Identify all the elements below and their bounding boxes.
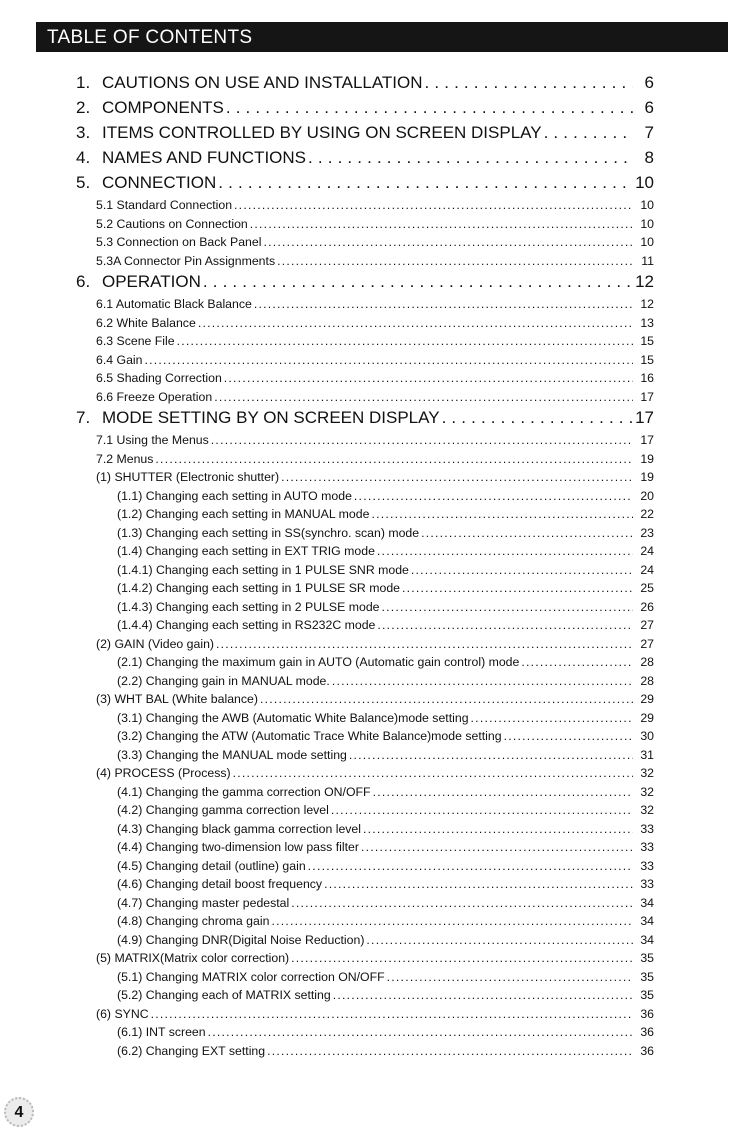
toc-entry-page: 32 bbox=[640, 803, 654, 817]
toc-entry[interactable] bbox=[76, 272, 654, 297]
toc-entry-title: (6.1) INT screen bbox=[117, 1025, 206, 1039]
toc-entry-title: (4.2) Changing gamma correction level bbox=[117, 803, 329, 817]
toc-entry[interactable] bbox=[76, 371, 654, 390]
toc-dot-leader bbox=[211, 433, 633, 447]
toc-entry[interactable] bbox=[76, 297, 654, 316]
toc-entry[interactable] bbox=[76, 1025, 654, 1044]
toc-entry-title: (3.1) Changing the AWB (Automatic White Balance)mode setting bbox=[117, 710, 469, 725]
toc-entry[interactable] bbox=[76, 98, 654, 123]
toc-entry-page: 13 bbox=[640, 315, 654, 330]
toc-entry[interactable] bbox=[76, 914, 654, 933]
toc-entry-number: 3. bbox=[76, 123, 91, 142]
toc-entry-page: 20 bbox=[640, 488, 654, 503]
toc-entry-number: 2. bbox=[76, 98, 91, 117]
toc-entry-page: 29 bbox=[640, 710, 654, 725]
toc-entry-title: (1.4) Changing each setting in EXT TRIG mode bbox=[117, 544, 375, 558]
toc-entry-page: 24 bbox=[640, 544, 654, 558]
toc-dot-leader bbox=[332, 674, 633, 688]
toc-dot-leader bbox=[263, 235, 633, 249]
toc-dot-leader bbox=[442, 408, 633, 428]
toc-entry-title: (6) SYNC bbox=[96, 1006, 149, 1021]
page-number-badge bbox=[4, 1097, 34, 1127]
toc-entry[interactable] bbox=[76, 217, 654, 236]
toc-entry-title: 6.1 Automatic Black Balance bbox=[96, 297, 252, 311]
toc-dot-leader bbox=[331, 803, 633, 817]
toc-entry[interactable] bbox=[76, 452, 654, 471]
toc-entry-number: 4. bbox=[76, 148, 91, 167]
toc-entry[interactable] bbox=[76, 729, 654, 748]
toc-entry-page: 17 bbox=[640, 389, 654, 404]
toc-entry-title: 6.2 White Balance bbox=[96, 315, 196, 330]
toc-dot-leader bbox=[281, 470, 633, 484]
toc-dot-leader bbox=[233, 766, 633, 780]
toc-dot-leader bbox=[216, 637, 633, 651]
table-of-contents bbox=[76, 73, 654, 1062]
toc-entry-page: 8 bbox=[644, 148, 654, 167]
toc-entry-title: (5.1) Changing MATRIX color correction ON/OFF bbox=[117, 969, 385, 984]
toc-entry-page: 33 bbox=[640, 840, 654, 854]
toc-entry[interactable] bbox=[76, 507, 654, 526]
toc-dot-leader bbox=[260, 692, 633, 706]
toc-entry-page: 10 bbox=[640, 198, 654, 212]
toc-entry-title: CAUTIONS ON USE AND INSTALLATION bbox=[102, 73, 423, 92]
toc-dot-leader bbox=[234, 198, 633, 212]
toc-dot-leader bbox=[224, 371, 633, 385]
toc-dot-leader bbox=[382, 600, 634, 614]
toc-dot-leader bbox=[267, 1044, 633, 1058]
toc-entry-title: (4.8) Changing chroma gain bbox=[117, 914, 270, 928]
toc-entry-title: (4.3) Changing black gamma correction level bbox=[117, 821, 362, 836]
toc-entry-title: (4) PROCESS (Process) bbox=[96, 766, 231, 780]
toc-entry[interactable] bbox=[76, 988, 654, 1007]
toc-entry-page: 10 bbox=[640, 216, 654, 231]
toc-entry-page: 22 bbox=[640, 507, 654, 521]
toc-entry[interactable] bbox=[76, 173, 654, 198]
toc-entry-page: 17 bbox=[635, 408, 654, 427]
toc-dot-leader bbox=[387, 970, 633, 984]
toc-entry[interactable] bbox=[76, 877, 654, 896]
toc-dot-leader bbox=[373, 785, 633, 799]
toc-entry-title: NAMES AND FUNCTIONS bbox=[102, 148, 307, 167]
toc-entry-title: (4.1) Changing the gamma correction ON/OFF bbox=[117, 784, 371, 799]
toc-dot-leader bbox=[250, 217, 633, 231]
toc-dot-leader bbox=[291, 951, 633, 965]
toc-entry-title: (1.1) Changing each setting in AUTO mode bbox=[117, 488, 352, 503]
toc-entry-page: 36 bbox=[640, 1006, 654, 1021]
toc-entry-page: 15 bbox=[640, 352, 654, 367]
toc-dot-leader bbox=[254, 297, 633, 311]
toc-entry-page: 35 bbox=[640, 988, 654, 1002]
toc-entry-title: (1.4.1) Changing each setting in 1 PULSE SNR mode bbox=[117, 562, 409, 577]
toc-entry-title: (1.2) Changing each setting in MANUAL mode bbox=[117, 507, 370, 521]
toc-entry-number: 6. bbox=[76, 272, 91, 291]
toc-entry-title: CONNECTION bbox=[102, 173, 217, 192]
toc-entry-title: (5.2) Changing each of MATRIX setting bbox=[117, 988, 331, 1002]
toc-entry-page: 34 bbox=[640, 914, 654, 928]
toc-entry-page: 24 bbox=[640, 562, 654, 577]
toc-entry-page: 12 bbox=[640, 297, 654, 311]
toc-dot-leader bbox=[421, 526, 633, 540]
toc-dot-leader bbox=[361, 840, 633, 854]
toc-entry-title: (1.3) Changing each setting in SS(synchro. scan) mode bbox=[117, 525, 420, 540]
toc-entry-title: 6.5 Shading Correction bbox=[96, 371, 222, 385]
toc-entry[interactable] bbox=[76, 970, 654, 989]
toc-entry[interactable] bbox=[76, 748, 654, 767]
toc-dot-leader bbox=[218, 173, 632, 193]
toc-entry-page: 19 bbox=[640, 470, 654, 484]
toc-dot-leader bbox=[177, 334, 633, 348]
toc-dot-leader bbox=[425, 73, 633, 93]
toc-entry[interactable] bbox=[76, 674, 654, 693]
toc-dot-leader bbox=[308, 859, 633, 873]
toc-entry[interactable] bbox=[76, 951, 654, 970]
toc-entry-page: 6 bbox=[644, 98, 654, 117]
toc-entry-title: (5) MATRIX(Matrix color correction) bbox=[96, 951, 290, 965]
toc-entry-page: 35 bbox=[640, 969, 654, 984]
toc-entry-title: 5.1 Standard Connection bbox=[96, 198, 233, 212]
toc-entry-page: 36 bbox=[640, 1025, 654, 1039]
toc-entry-page: 33 bbox=[640, 877, 654, 891]
toc-entry-title: (3.2) Changing the ATW (Automatic Trace White Balance)mode setting bbox=[117, 729, 502, 743]
toc-entry-page: 29 bbox=[640, 692, 654, 706]
toc-entry[interactable] bbox=[76, 390, 654, 409]
toc-entry[interactable] bbox=[76, 433, 654, 452]
toc-header-bar bbox=[36, 22, 728, 52]
toc-dot-leader bbox=[363, 822, 633, 836]
toc-dot-leader bbox=[521, 655, 633, 669]
toc-entry[interactable] bbox=[76, 544, 654, 563]
toc-entry-title: 7.1 Using the Menus bbox=[96, 433, 209, 447]
toc-entry-page: 28 bbox=[640, 655, 654, 669]
toc-entry[interactable] bbox=[76, 692, 654, 711]
toc-entry-title: (2.1) Changing the maximum gain in AUTO (Automatic gain control) mode bbox=[117, 655, 520, 669]
toc-entry[interactable] bbox=[76, 655, 654, 674]
toc-entry-number: 7. bbox=[76, 408, 91, 427]
toc-entry-page: 12 bbox=[635, 272, 654, 291]
toc-dot-leader bbox=[354, 489, 633, 503]
toc-entry-page: 35 bbox=[640, 951, 654, 965]
toc-entry-title: (4.7) Changing master pedestal bbox=[117, 895, 290, 910]
toc-dot-leader bbox=[377, 618, 633, 632]
toc-dot-leader bbox=[324, 877, 633, 891]
toc-entry-title: (4.9) Changing DNR(Digital Noise Reduction) bbox=[117, 932, 365, 947]
toc-entry-title: 6.6 Freeze Operation bbox=[96, 389, 213, 404]
toc-entry[interactable] bbox=[76, 859, 654, 878]
toc-entry[interactable] bbox=[76, 581, 654, 600]
toc-entry-page: 27 bbox=[640, 636, 654, 651]
toc-entry[interactable] bbox=[76, 933, 654, 952]
toc-entry-page: 10 bbox=[635, 173, 654, 192]
toc-entry-page: 25 bbox=[640, 581, 654, 595]
toc-entry-page: 33 bbox=[640, 821, 654, 836]
toc-entry-title: (1.4.2) Changing each setting in 1 PULSE SR mode bbox=[117, 581, 400, 595]
toc-dot-leader bbox=[291, 896, 633, 910]
toc-entry-number: 1. bbox=[76, 73, 91, 92]
toc-entry[interactable] bbox=[76, 785, 654, 804]
toc-entry[interactable] bbox=[76, 148, 654, 173]
toc-entry-page: 28 bbox=[640, 673, 654, 688]
toc-entry-title: OPERATION bbox=[102, 272, 201, 291]
toc-entry[interactable] bbox=[76, 489, 654, 508]
toc-dot-leader bbox=[145, 353, 634, 367]
toc-entry[interactable] bbox=[76, 803, 654, 822]
toc-entry-title: COMPONENTS bbox=[102, 98, 224, 117]
toc-dot-leader bbox=[308, 148, 633, 168]
toc-entry-title: 6.3 Scene File bbox=[96, 334, 175, 348]
toc-entry[interactable] bbox=[76, 123, 654, 148]
toc-entry-page: 34 bbox=[640, 932, 654, 947]
toc-dot-leader bbox=[349, 748, 633, 762]
toc-entry-title: (4.4) Changing two-dimension low pass filter bbox=[117, 840, 359, 854]
toc-entry-title: (6.2) Changing EXT setting bbox=[117, 1043, 266, 1058]
toc-entry-page: 17 bbox=[640, 433, 654, 447]
page-title: TABLE OF CONTENTS bbox=[47, 27, 253, 48]
toc-entry-title: (1) SHUTTER (Electronic shutter) bbox=[96, 470, 280, 484]
toc-dot-leader bbox=[208, 1025, 633, 1039]
toc-dot-leader bbox=[544, 123, 633, 143]
page-number: 4 bbox=[14, 1104, 24, 1121]
toc-entry[interactable] bbox=[76, 408, 654, 433]
toc-entry[interactable] bbox=[76, 637, 654, 656]
toc-entry-page: 36 bbox=[640, 1043, 654, 1058]
toc-dot-leader bbox=[333, 988, 633, 1002]
toc-entry[interactable] bbox=[76, 1007, 654, 1026]
toc-entry-title: ITEMS CONTROLLED BY USING ON SCREEN DISPLAY bbox=[102, 123, 542, 142]
toc-entry-page: 7 bbox=[644, 123, 654, 142]
toc-entry[interactable] bbox=[76, 73, 654, 98]
toc-entry-title: 5.3A Connector Pin Assignments bbox=[96, 253, 276, 268]
toc-entry-page: 23 bbox=[640, 525, 654, 540]
toc-entry[interactable] bbox=[76, 316, 654, 335]
toc-entry[interactable] bbox=[76, 254, 654, 273]
toc-dot-leader bbox=[271, 914, 633, 928]
toc-dot-leader bbox=[203, 272, 632, 292]
toc-dot-leader bbox=[504, 729, 633, 743]
toc-dot-leader bbox=[402, 581, 633, 595]
toc-entry-page: 32 bbox=[640, 766, 654, 780]
toc-dot-leader bbox=[377, 544, 633, 558]
toc-entry-page: 11 bbox=[641, 253, 654, 268]
toc-entry-title: MODE SETTING BY ON SCREEN DISPLAY bbox=[102, 408, 440, 427]
toc-entry-title: (2.2) Changing gain in MANUAL mode. bbox=[117, 673, 330, 688]
toc-entry-page: 31 bbox=[640, 747, 654, 762]
toc-entry[interactable] bbox=[76, 1044, 654, 1063]
toc-entry[interactable] bbox=[76, 840, 654, 859]
toc-dot-leader bbox=[226, 98, 633, 118]
toc-dot-leader bbox=[371, 507, 633, 521]
toc-entry-title: 5.2 Cautions on Connection bbox=[96, 216, 248, 231]
toc-dot-leader bbox=[151, 1007, 633, 1021]
toc-entry-page: 19 bbox=[640, 451, 654, 466]
toc-entry[interactable] bbox=[76, 711, 654, 730]
toc-dot-leader bbox=[155, 452, 633, 466]
toc-entry-page: 26 bbox=[640, 599, 654, 614]
toc-entry[interactable] bbox=[76, 618, 654, 637]
toc-entry-title: (1.4.3) Changing each setting in 2 PULSE mode bbox=[117, 599, 380, 614]
toc-entry[interactable] bbox=[76, 334, 654, 353]
toc-entry-title: (4.5) Changing detail (outline) gain bbox=[117, 858, 306, 873]
toc-entry-page: 34 bbox=[640, 895, 654, 910]
toc-entry[interactable] bbox=[76, 470, 654, 489]
toc-entry[interactable] bbox=[76, 896, 654, 915]
toc-entry-title: 7.2 Menus bbox=[96, 451, 154, 466]
toc-entry-page: 32 bbox=[640, 784, 654, 799]
toc-entry-title: (1.4.4) Changing each setting in RS232C mode bbox=[117, 618, 376, 632]
toc-dot-leader bbox=[471, 711, 633, 725]
toc-entry[interactable] bbox=[76, 526, 654, 545]
toc-entry[interactable] bbox=[76, 563, 654, 582]
toc-dot-leader bbox=[277, 254, 633, 268]
toc-entry[interactable] bbox=[76, 235, 654, 254]
toc-entry-page: 10 bbox=[640, 235, 654, 249]
toc-entry-title: (3.3) Changing the MANUAL mode setting bbox=[117, 747, 347, 762]
toc-entry-title: (3) WHT BAL (White balance) bbox=[96, 692, 258, 706]
toc-entry-page: 30 bbox=[640, 729, 654, 743]
toc-entry[interactable] bbox=[76, 600, 654, 619]
toc-entry-page: 16 bbox=[640, 371, 654, 385]
toc-entry-title: (4.6) Changing detail boost frequency bbox=[117, 877, 323, 891]
toc-entry-title: 6.4 Gain bbox=[96, 352, 143, 367]
toc-dot-leader bbox=[411, 563, 633, 577]
toc-dot-leader bbox=[366, 933, 633, 947]
toc-entry[interactable] bbox=[76, 353, 654, 372]
toc-entry-page: 15 bbox=[640, 334, 654, 348]
toc-entry-title: 5.3 Connection on Back Panel bbox=[96, 235, 262, 249]
toc-entry-page: 6 bbox=[644, 73, 654, 92]
toc-entry[interactable] bbox=[76, 766, 654, 785]
toc-entry[interactable] bbox=[76, 198, 654, 217]
toc-dot-leader bbox=[198, 316, 633, 330]
toc-entry-number: 5. bbox=[76, 173, 91, 192]
toc-entry-page: 27 bbox=[640, 618, 654, 632]
toc-entry-page: 33 bbox=[640, 858, 654, 873]
toc-entry[interactable] bbox=[76, 822, 654, 841]
toc-entry-title: (2) GAIN (Video gain) bbox=[96, 636, 215, 651]
toc-dot-leader bbox=[214, 390, 633, 404]
